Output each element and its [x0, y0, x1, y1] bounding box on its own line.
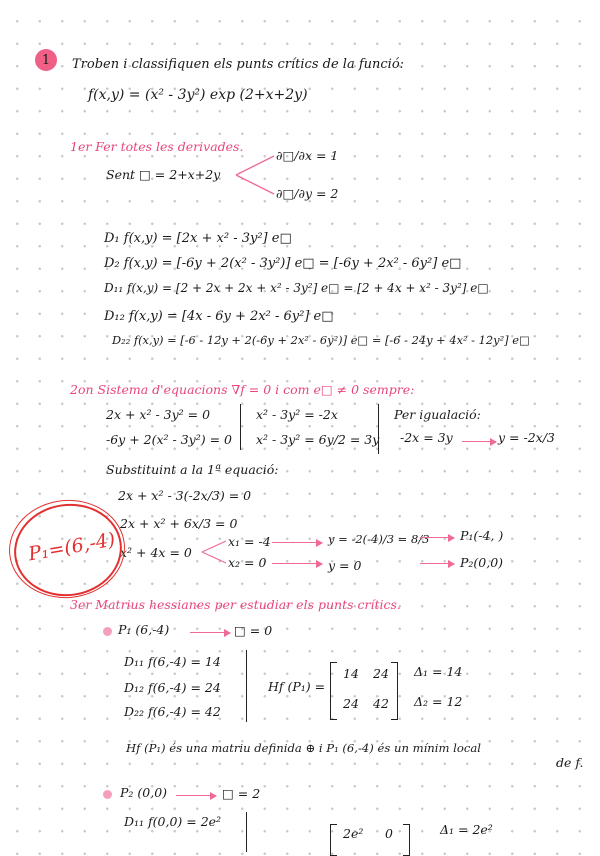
system-eq1: 2x + x² - 3y² = 0 [106, 407, 211, 422]
igualacio-eq: -2x = 3y [400, 430, 453, 445]
p1-d11: D₁₁ f(6,-4) = 14 [124, 654, 221, 669]
p2-matrix-cell-12: 0 [385, 826, 393, 841]
step2-heading [70, 384, 414, 397]
p1-d12: D₁₂ f(6,-4) = 24 [124, 680, 221, 695]
step1-branch-lines [234, 150, 278, 200]
deriv-d11: D₁₁ f(x,y) = [2 + 2x + 2x + x² - 3y²] e□ = [2 + 4x + x² - 3y²] e□ [104, 281, 489, 295]
stamp-text: P₁=(6,-4) [26, 528, 117, 566]
p1-conclusion: Hf (P₁) és una matriu definida ⊕ i P₁ (6,-4) és un mínim local [126, 741, 481, 755]
p1-conclusion-end: de f. [556, 755, 584, 770]
critical-point-p1: P₁(-4, ) [460, 528, 504, 543]
problem-statement: Troben i classifiquen els punts crítics de la funció: [72, 57, 405, 72]
problem-number: 1 [41, 52, 51, 68]
step3-heading [70, 599, 401, 612]
critical-point-p2: P₂(0,0) [460, 555, 504, 570]
hessian-p1-label: Hf (P₁) = [268, 679, 326, 694]
p2-arrow [176, 795, 216, 796]
p2-bullet [103, 790, 112, 799]
y1-arrow [420, 537, 454, 538]
root-x1: x₁ = -4 [228, 534, 271, 549]
p2-d11: D₁₁ f(0,0) = 2e² [124, 814, 222, 829]
y1-value: y = -2(-4)/3 = 8/3 [328, 532, 430, 546]
step1-sent: Sent □ = 2+x+2y [106, 167, 221, 182]
y2-arrow [420, 563, 454, 564]
deriv-d12: D₁₂ f(x,y) = [4x - 6y + 2x² - 6y²] e□ [104, 309, 334, 324]
igualacio-arrow [462, 441, 496, 442]
p2-box-value: □ = 2 [222, 786, 261, 801]
system-brace [234, 404, 241, 450]
igualacio-result: y = -2x/3 [498, 430, 555, 445]
p1-delta1: Δ₁ = 14 [414, 664, 463, 679]
igualacio-label: Per igualació: [394, 407, 481, 422]
x1-arrow [272, 542, 322, 543]
p1-bullet [103, 627, 112, 636]
p1-brace [240, 650, 247, 722]
step1-dx: ∂□/∂x = 1 [276, 148, 339, 163]
system-brace-2 [372, 404, 379, 454]
step1-heading-text: 1er Fer totes les derivades. [70, 139, 244, 154]
deriv-d22: D₂₂ f(x,y) = [-6 - 12y + 2(-6y + 2x² - 6y²)] e□ = [-6 - 24y + 4x² - 12y²] e□ [112, 333, 530, 347]
p1-heading: P₁ (6,-4) [118, 622, 170, 637]
system-eq4: x² - 3y² = 6y/2 = 3y [256, 432, 380, 447]
matrix-cell-22: 42 [373, 696, 389, 711]
deriv-d1: D₁ f(x,y) = [2x + x² - 3y²] e□ [104, 231, 292, 246]
step2-heading-text: 2on Sistema d'equacions ∇f = 0 i com e□ ≠ 0 sempre: [70, 382, 415, 397]
system-eq3: x² - 3y² = -2x [256, 407, 338, 422]
hessian-p1-matrix [330, 662, 398, 718]
p1-d22: D₂₂ f(6,-4) = 42 [124, 704, 221, 719]
step1-dy: ∂□/∂y = 2 [276, 186, 339, 201]
p2-heading: P₂ (0,0) [120, 785, 168, 800]
substitution-label: Substituint a la 1ª equació: [106, 462, 279, 477]
system-eq2: -6y + 2(x² - 3y²) = 0 [106, 432, 232, 447]
p1-arrow [190, 632, 230, 633]
matrix-cell-11: 14 [343, 666, 359, 681]
p2-delta1: Δ₁ = 2e² [440, 822, 493, 837]
subst-branch-lines [200, 536, 230, 568]
function-definition: f(x,y) = (x² - 3y²) exp (2+x+2y) [88, 87, 308, 103]
matrix-cell-21: 24 [343, 696, 359, 711]
x2-arrow [272, 563, 322, 564]
p1-box-value: □ = 0 [234, 623, 273, 638]
problem-number-badge [35, 49, 57, 71]
step1-heading [70, 141, 243, 154]
p2-brace [240, 812, 247, 852]
hessian-p2-matrix [330, 824, 410, 854]
root-x2: x₂ = 0 [228, 555, 267, 570]
p2-matrix-cell-11: 2e² [343, 826, 364, 841]
subst-step1: 2x + x² - 3(-2x/3) = 0 [118, 488, 252, 503]
step3-heading-text: 3er Matrius hessianes per estudiar els punts crítics. [70, 597, 401, 612]
deriv-d2: D₂ f(x,y) = [-6y + 2(x² - 3y²)] e□ = [-6y + 2x² - 6y²] e□ [104, 256, 462, 271]
matrix-cell-12: 24 [373, 666, 389, 681]
p1-delta2: Δ₂ = 12 [414, 694, 463, 709]
subst-step3: x² + 4x = 0 [120, 545, 192, 560]
y2-value: y = 0 [328, 558, 362, 573]
subst-step2: 2x + x² + 6x/3 = 0 [120, 516, 238, 531]
